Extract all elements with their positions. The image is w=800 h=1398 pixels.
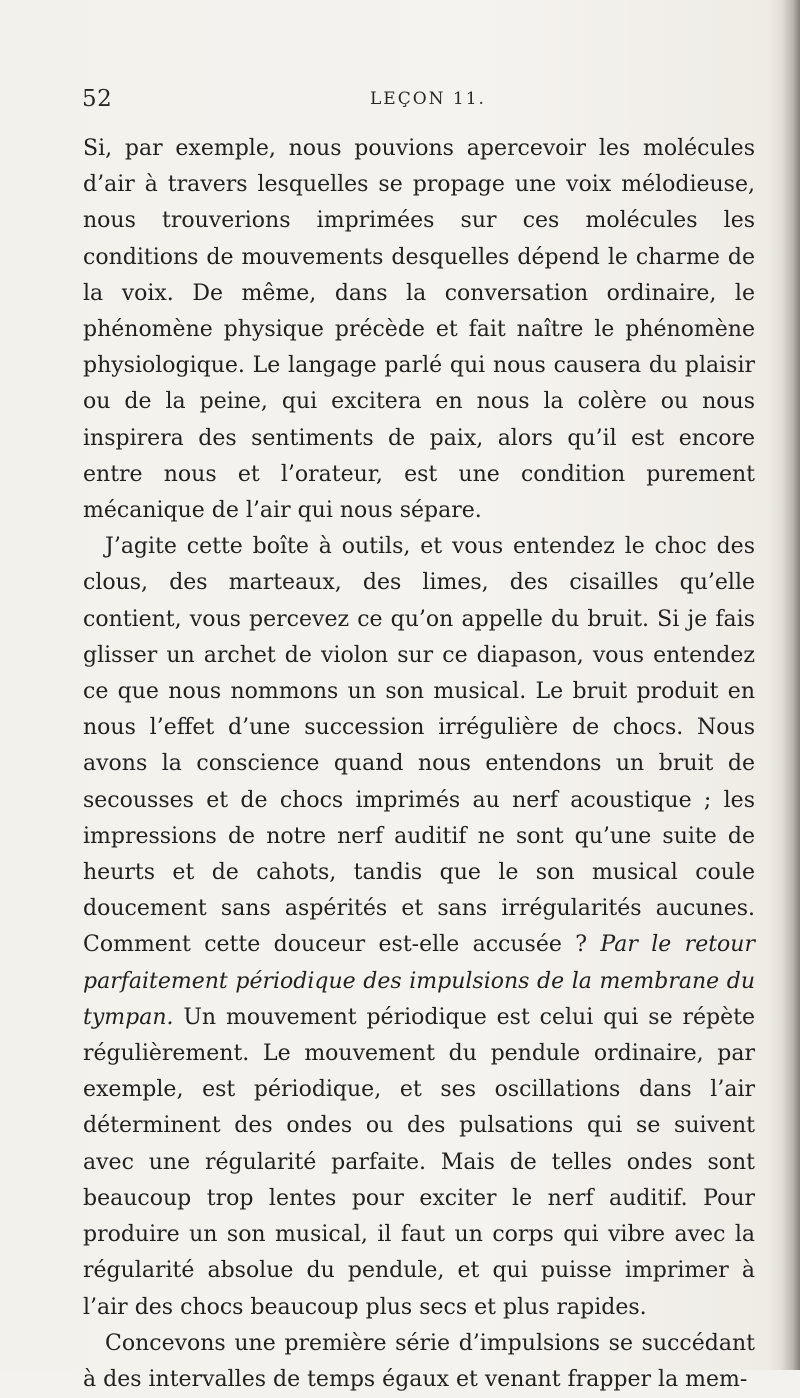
body-text [83, 131, 755, 1398]
paragraph-2-text-a: J’agite cette boîte à outils, et vous entendez le choc des clous, des marteaux, des limes, des cisailles qu’elle contient, vous percevez ce qu’on appelle du bruit. Si je fais glisser un archet de violon sur ce diapason, vous entendez ce que nous nommons un son musical. Le bruit produit en nous l’effet d’une succession irrégulière de chocs. Nous avons la conscience quand nous entendons un bruit de secousses et de chocs imprimés au nerf acoustique ; les impressions de notre nerf auditif ne sont qu’une suite de heurts et de cahots, tandis que le son musical coule doucement sans aspérités et sans irrégularités aucunes. Comment cette douceur est-elle accusée ? [83, 534, 755, 958]
paragraph-2-text-b: Un mouvement périodique est celui qui se répète régulièrement. Le mouvement du pendule ordinaire, par exemple, est périodique, et ses oscillations dans l’air déterminent des ondes ou des pulsations qui se suivent avec une régularité parfaite. Mais de telles ondes sont beaucoup trop lentes pour exciter le nerf auditif. Pour produire un son musical, il faut un corps qui vibre avec la régularité absolue du pendule, et qui puisse imprimer à l’air des chocs beaucoup plus secs et plus rapides. [83, 1004, 755, 1320]
running-head: LEÇON 11. [370, 89, 486, 109]
page-edge-shadow [782, 0, 800, 1370]
paragraph-1: Si, par exemple, nous pouvions apercevoir les molécules d’air à travers lesquelles se propage une voix mélodieuse, nous trouverions imprimées sur ces molécules les conditions de mouvements desquelles dépend le charme de la voix. De même, dans la conversation ordinaire, le phénomène physique précède et fait naître le phénomène physiologique. Le langage parlé qui nous causera du plaisir ou de la peine, qui excitera en nous la colère ou nous inspirera des sentiments de paix, alors qu’il est encore entre nous et l’orateur, est une condition purement mécanique de l’air qui nous sépare. [83, 136, 755, 524]
paragraph-2-italic: Par le retour parfaitement périodique des impulsions de la membrane du tympan. [83, 932, 755, 1030]
paragraph-3: Concevons une première série d’impulsions se succédant à des intervalles de temps égaux et venant frapper la mem- [83, 1330, 755, 1392]
page-number: 52 [82, 86, 113, 112]
paragraph-2 [83, 529, 755, 1325]
page-header [82, 86, 762, 126]
